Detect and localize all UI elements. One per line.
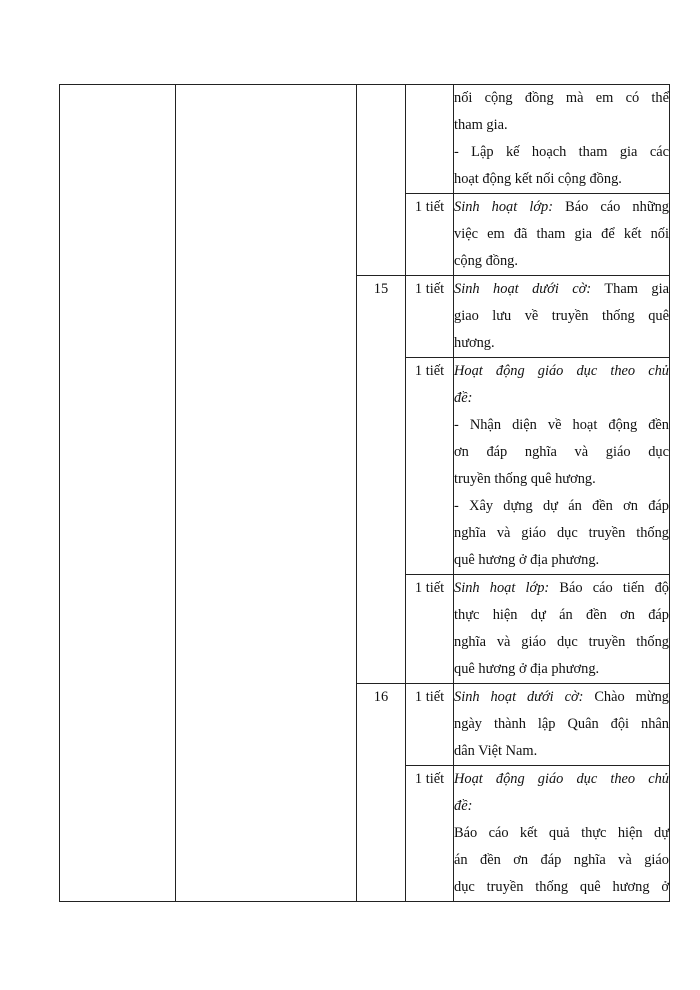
content-line xyxy=(454,194,669,221)
table-row xyxy=(60,85,670,194)
content-text: Chào mừng xyxy=(583,689,669,705)
content-line xyxy=(454,656,669,683)
content-text: án đền ơn đáp nghĩa và giáo xyxy=(454,852,669,868)
lesson-plan-table xyxy=(59,84,670,902)
content-line xyxy=(454,112,669,139)
content-text: - Nhận diện về hoạt động đền xyxy=(454,417,669,433)
content-line xyxy=(454,793,669,820)
content-text: ngày thành lập Quân đội nhân xyxy=(454,716,669,732)
duration-cell xyxy=(406,85,454,194)
week-cell xyxy=(357,85,406,276)
activity-label: đề: xyxy=(454,390,473,406)
content-line xyxy=(454,820,669,847)
content-text: - Lập kế hoạch tham gia các xyxy=(454,144,669,160)
content-line xyxy=(454,276,669,303)
content-line xyxy=(454,684,669,711)
activity-label: Sinh hoạt dưới cờ: xyxy=(454,281,592,297)
content-line xyxy=(454,166,669,193)
content-text: truyền thống quê hương. xyxy=(454,471,596,487)
content-text: nối cộng đồng mà em có thể xyxy=(454,90,669,106)
content-cell xyxy=(454,85,670,194)
content-text: Báo cáo những xyxy=(553,199,670,215)
activity-label: Hoạt động giáo dục theo chủ xyxy=(454,771,669,787)
content-line xyxy=(454,711,669,738)
content-line xyxy=(454,412,669,439)
activity-label: Sinh hoạt lớp: xyxy=(454,580,550,596)
content-line xyxy=(454,738,669,765)
content-text: dục truyền thống quê hương ở xyxy=(454,879,669,895)
content-line xyxy=(454,330,669,357)
content-line xyxy=(454,139,669,166)
duration-cell: 1 tiết xyxy=(406,276,454,358)
topic-column-cell xyxy=(60,85,176,902)
duration-cell: 1 tiết xyxy=(406,575,454,684)
content-line xyxy=(454,248,669,275)
content-line xyxy=(454,303,669,330)
content-text: nghĩa và giáo dục truyền thống xyxy=(454,525,669,541)
content-line xyxy=(454,358,669,385)
content-text: quê hương ở địa phương. xyxy=(454,552,600,568)
content-cell xyxy=(454,575,670,684)
content-text: Báo cáo tiến độ xyxy=(549,580,670,596)
content-cell xyxy=(454,684,670,766)
content-text: cộng đồng. xyxy=(454,253,518,269)
content-text: thực hiện dự án đền ơn đáp xyxy=(454,607,669,623)
duration-cell: 1 tiết xyxy=(406,194,454,276)
content-line xyxy=(454,847,669,874)
content-text: giao lưu về truyền thống quê xyxy=(454,308,669,324)
content-cell xyxy=(454,276,670,358)
content-text: - Xây dựng dự án đền ơn đáp xyxy=(454,498,669,514)
content-text: Báo cáo kết quả thực hiện dự xyxy=(454,825,669,841)
duration-cell: 1 tiết xyxy=(406,684,454,766)
activity-label: Hoạt động giáo dục theo chủ xyxy=(454,363,669,379)
content-text: hoạt động kết nối cộng đồng. xyxy=(454,171,622,187)
content-text: việc em đã tham gia để kết nối xyxy=(454,226,669,242)
activity-label: Sinh hoạt dưới cờ: xyxy=(454,689,584,705)
duration-cell: 1 tiết xyxy=(406,766,454,902)
content-text: Tham gia xyxy=(591,281,669,297)
content-line xyxy=(454,575,669,602)
objective-column-cell xyxy=(176,85,357,902)
content-line xyxy=(454,439,669,466)
content-line xyxy=(454,385,669,412)
content-text: ơn đáp nghĩa và giáo dục xyxy=(454,444,669,460)
content-line xyxy=(454,629,669,656)
content-cell xyxy=(454,358,670,575)
content-line xyxy=(454,85,669,112)
content-text: hương. xyxy=(454,335,495,351)
content-line xyxy=(454,766,669,793)
content-text: nghĩa và giáo dục truyền thống xyxy=(454,634,669,650)
content-text: tham gia. xyxy=(454,117,508,133)
activity-label: Sinh hoạt lớp: xyxy=(454,199,554,215)
content-line xyxy=(454,221,669,248)
content-line xyxy=(454,520,669,547)
content-line xyxy=(454,493,669,520)
activity-label: đề: xyxy=(454,798,473,814)
content-line xyxy=(454,466,669,493)
week-cell: 15 xyxy=(357,276,406,684)
duration-cell: 1 tiết xyxy=(406,358,454,575)
content-cell xyxy=(454,766,670,902)
week-cell: 16 xyxy=(357,684,406,902)
content-text: quê hương ở địa phương. xyxy=(454,661,600,677)
content-line xyxy=(454,547,669,574)
content-cell xyxy=(454,194,670,276)
content-line xyxy=(454,602,669,629)
content-line xyxy=(454,874,669,901)
content-text: dân Việt Nam. xyxy=(454,743,538,759)
